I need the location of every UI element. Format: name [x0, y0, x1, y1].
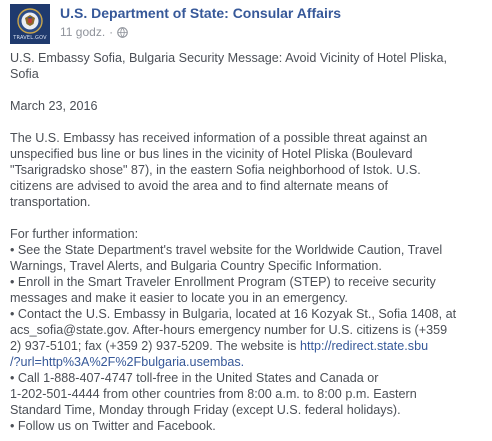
para-line: transportation. [10, 195, 91, 209]
para-line: citizens are advised to avoid the area and to find alternate means of [10, 179, 389, 193]
post-header [10, 4, 482, 44]
info-line: • Follow us on Twitter and Facebook. [10, 419, 216, 433]
info-line [10, 338, 482, 354]
globe-icon[interactable] [117, 27, 128, 38]
info-line: • Contact the U.S. Embassy in Bulgaria, located at 16 Kozyak St., Sofia 1408, at [10, 307, 457, 321]
info-text: 2) 937-5101; fax (+359 2) 937-5209. The website is [10, 339, 300, 353]
page-name-link[interactable]: U.S. Department of State: Consular Affairs [60, 5, 342, 21]
info-line: For further information: [10, 227, 139, 241]
info-line: Warnings, Travel Alerts, and Bulgaria Country Specific Information. [10, 259, 382, 273]
info-line: Standard Time, Monday through Friday (except U.S. federal holidays). [10, 403, 401, 417]
info-line: messages and make it easier to locate you in an emergency. [10, 291, 348, 305]
info-line: 1-202-501-4444 from other countries from 8:00 a.m. to 8:00 p.m. Eastern [10, 387, 417, 401]
para-line: "Tsarigradsko shose" 87), in the eastern Sofia neighborhood of Istok. U.S. [10, 163, 421, 177]
post-timestamp[interactable]: 11 godz. [60, 25, 106, 39]
info-line [10, 354, 482, 370]
para-line: unspecified bus line or bus lines in the vicinity of Hotel Pliska (Boulevard [10, 147, 413, 161]
para-line: The U.S. Embassy has received information of a possible threat against an [10, 131, 428, 145]
info-line: acs_sofia@state.gov. After-hours emergency number for U.S. citizens is (+359 [10, 323, 448, 337]
avatar-label: TRAVEL.GOV [13, 35, 47, 41]
post-date: March 23, 2016 [10, 99, 98, 113]
meta-separator: · [109, 25, 114, 39]
post-meta [60, 25, 128, 39]
page-avatar[interactable] [10, 4, 50, 44]
website-link-continued[interactable]: /?url=http%3A%2F%2Fbulgaria.usembas. [10, 355, 245, 369]
website-link[interactable]: http://redirect.state.sbu [299, 339, 429, 353]
info-line: • Call 1-888-407-4747 toll-free in the United States and Canada or [10, 371, 379, 385]
info-line: • Enroll in the Smart Traveler Enrollment Program (STEP) to receive security [10, 275, 436, 289]
info-line: • See the State Department's travel website for the Worldwide Caution, Travel [10, 243, 443, 257]
post-title-line: U.S. Embassy Sofia, Bulgaria Security Message: Avoid Vicinity of Hotel Pliska, [10, 51, 448, 65]
post-title-line: Sofia [10, 67, 39, 81]
post-body [10, 50, 482, 434]
